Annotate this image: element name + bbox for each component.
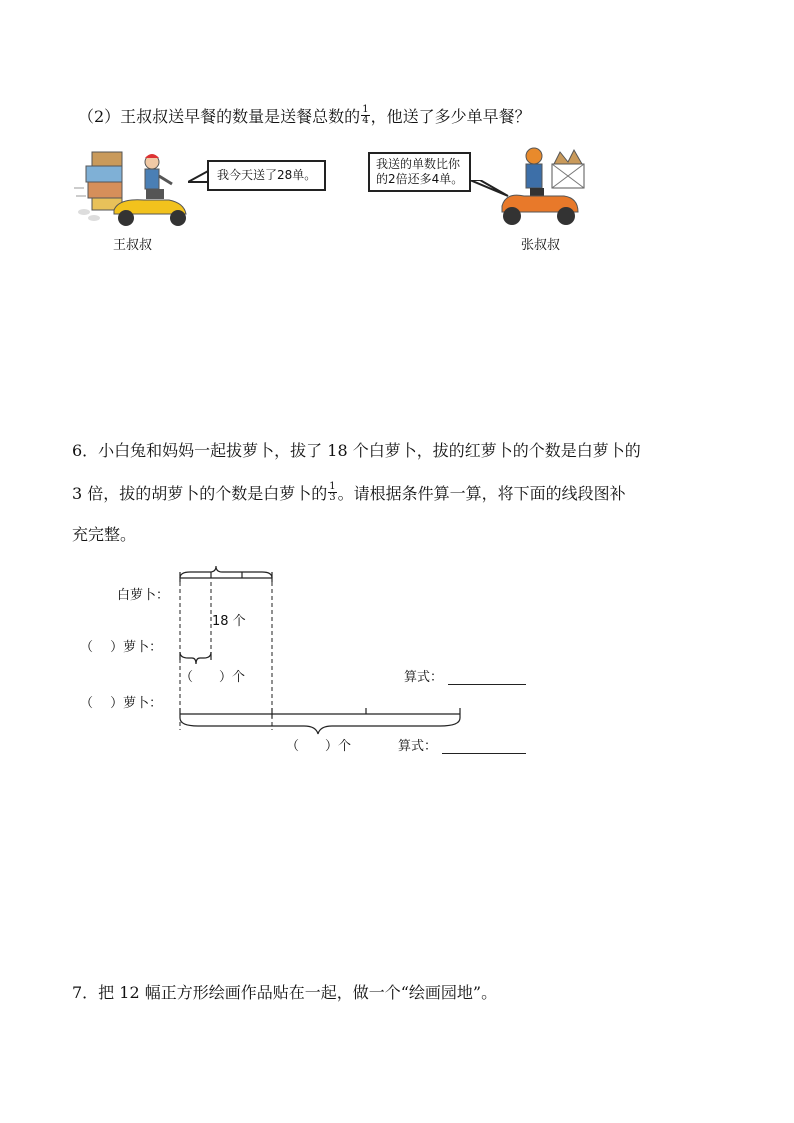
q6-line1: 6．小白兔和妈妈一起拔萝卜，拔了 18 个白萝卜，拔的红萝卜的个数是白萝卜的 bbox=[72, 441, 641, 460]
q6-line2: 3 倍，拔的胡萝卜的个数是白萝卜的 $\frac{1}{3}$ 。请根据条件算一算，将下面的线段图补 bbox=[72, 481, 626, 503]
formula1-label: 算式： bbox=[404, 670, 444, 685]
q5-part2-text: （2）王叔叔送早餐的数量是送餐总数的 $\frac{1}{4}$ ，他送了多少单早餐？ bbox=[78, 104, 531, 126]
q7-text: 7．把 12 幅正方形绘画作品贴在一起，做一个“绘画园地”。 bbox=[72, 983, 498, 1002]
count-18-label: 18 个 bbox=[212, 614, 246, 629]
q6-line3: 充完整。 bbox=[72, 525, 137, 544]
zhang-scooter-illustration bbox=[494, 144, 594, 232]
row2-brace bbox=[180, 652, 211, 664]
zhang-speech-bubble: 我送的单数比你 的2倍还多4单。 bbox=[368, 152, 471, 192]
line-segment-diagram bbox=[170, 564, 470, 744]
white-radish-brace bbox=[180, 566, 272, 578]
wang-name: 王叔叔 bbox=[113, 238, 153, 253]
wang-speech-bubble: 我今天送了28单。 bbox=[207, 160, 326, 191]
zhang-name: 张叔叔 bbox=[521, 238, 561, 253]
fraction-one-third: $\frac{1}{3}$ bbox=[329, 481, 336, 503]
row3-count-blank: （ ）个 bbox=[286, 739, 352, 754]
row3-brace bbox=[180, 718, 460, 734]
white-radish-label: 白萝卜： bbox=[117, 588, 170, 603]
row3-radish-label: （ ）萝卜： bbox=[80, 696, 163, 711]
formula2-label: 算式： bbox=[398, 739, 438, 754]
row2-radish-label: （ ）萝卜： bbox=[80, 640, 163, 655]
row2-count-blank: （ ）个 bbox=[180, 670, 246, 685]
wang-scooter-illustration bbox=[74, 148, 194, 230]
fraction-one-quarter: $\frac{1}{4}$ bbox=[362, 104, 369, 126]
formula2-answer-line[interactable] bbox=[442, 753, 526, 754]
formula1-answer-line[interactable] bbox=[448, 684, 526, 685]
